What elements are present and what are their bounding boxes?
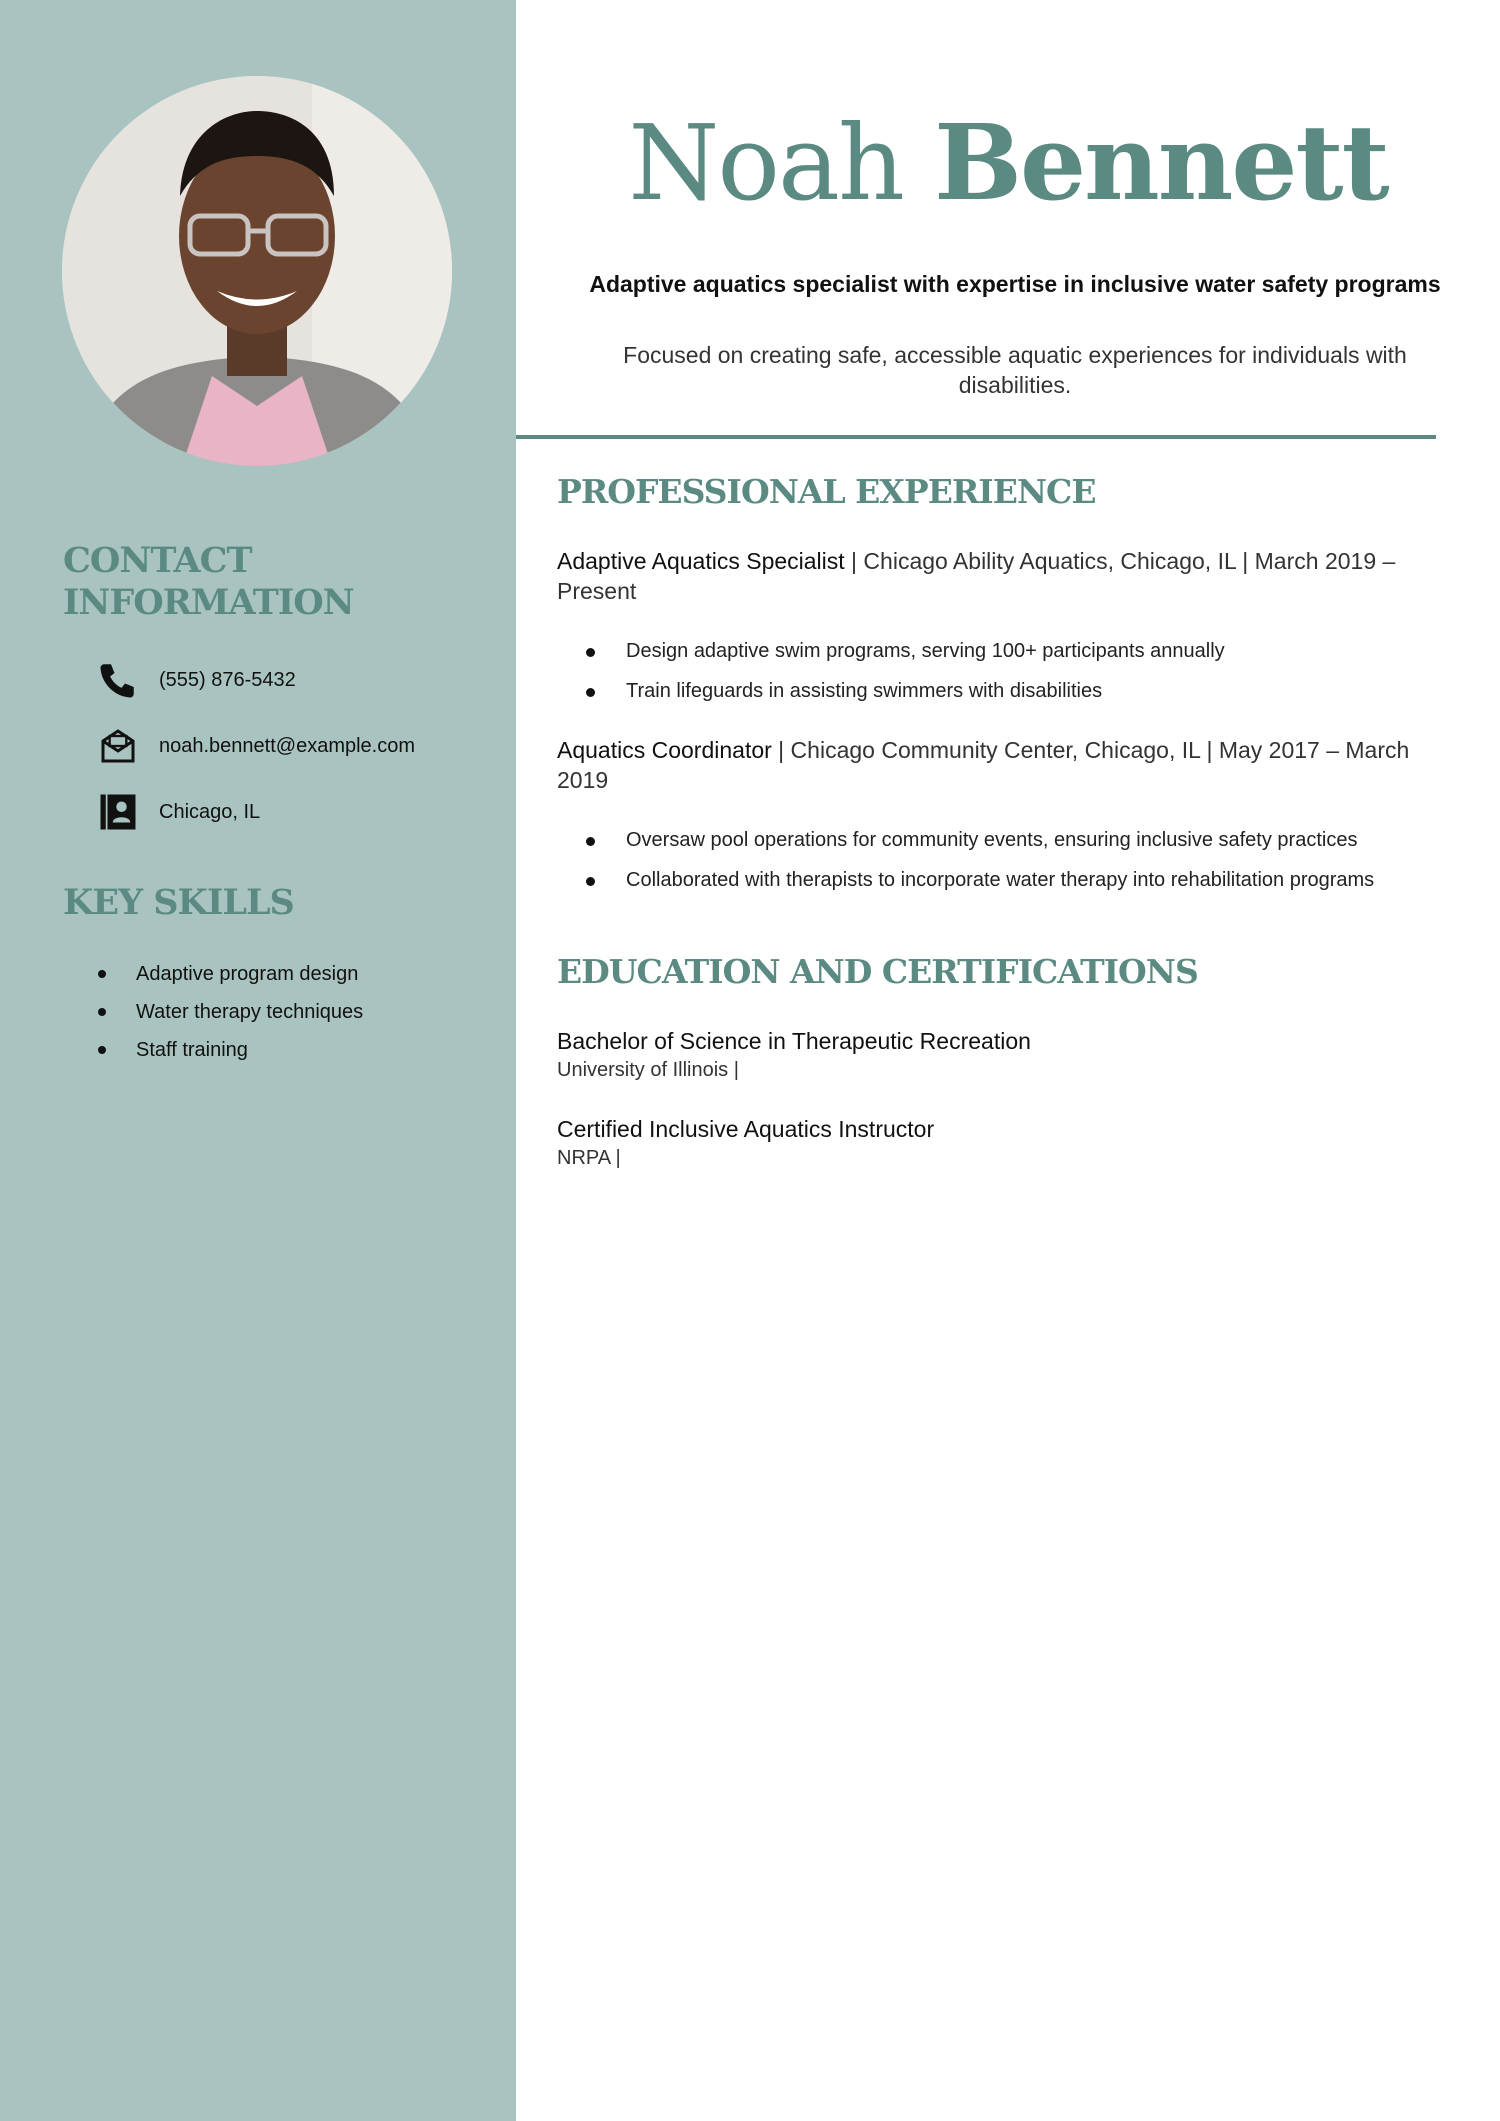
job-title: Aquatics Coordinator — [557, 737, 772, 763]
first-name: Noah — [628, 102, 903, 224]
skills-list — [96, 955, 363, 1069]
job-bullet: Collaborated with therapists to incorporate water therapy into rehabilitation programs — [586, 867, 1416, 894]
contact-heading-line1: CONTACT — [63, 540, 252, 581]
education-institution: University of Illinois | — [557, 1059, 739, 1081]
job-bullet: Train lifeguards in assisting swimmers with disabilities — [586, 678, 1416, 705]
contact-location — [96, 790, 261, 834]
skills-heading: KEY SKILLS — [63, 882, 294, 923]
contact-heading-line2: INFORMATION — [63, 582, 354, 623]
job-bullet: Oversaw pool operations for community events, ensuring inclusive safety practices — [586, 827, 1416, 854]
header-divider — [516, 435, 1436, 439]
contact-email — [96, 724, 416, 768]
location-text: Chicago, IL — [159, 800, 261, 823]
education-heading: EDUCATION AND CERTIFICATIONS — [557, 952, 1198, 991]
education-title: Bachelor of Science in Therapeutic Recreation — [557, 1028, 1031, 1054]
job-details: | Chicago Community Center, Chicago, IL | May 2017 – March 2019 — [557, 737, 1410, 793]
skill-item: Staff training — [96, 1031, 363, 1069]
contact-phone — [96, 658, 296, 702]
certification-title: Certified Inclusive Aquatics Instructor — [557, 1116, 935, 1142]
job-header — [557, 546, 1437, 606]
phone-icon — [96, 658, 140, 702]
job-header — [557, 735, 1437, 795]
profile-photo — [62, 76, 452, 466]
job-title: Adaptive Aquatics Specialist — [557, 548, 845, 574]
experience-heading: PROFESSIONAL EXPERIENCE — [557, 472, 1096, 511]
envelope-icon — [96, 724, 140, 768]
certification-issuer: NRPA | — [557, 1147, 621, 1169]
job-bullet: Design adaptive swim programs, serving 100+ participants annually — [586, 638, 1416, 665]
sidebar — [0, 0, 516, 2121]
last-name: Bennett — [934, 101, 1388, 224]
job-bullets — [586, 638, 1416, 718]
candidate-name — [516, 98, 1500, 228]
job-details: | Chicago Ability Aquatics, Chicago, IL | March 2019 – Present — [557, 548, 1396, 604]
phone-number[interactable]: (555) 876-5432 — [159, 668, 296, 691]
profile-photo-illustration — [62, 76, 452, 466]
job-bullets — [586, 827, 1416, 907]
skill-item: Water therapy techniques — [96, 993, 363, 1031]
summary: Focused on creating safe, accessible aquatic experiences for individuals with disabilities. — [623, 342, 1407, 398]
tagline: Adaptive aquatics specialist with expertise in inclusive water safety programs — [589, 271, 1441, 297]
contact-heading — [63, 540, 354, 624]
email-address[interactable]: noah.bennett@example.com — [159, 734, 416, 757]
contact-card-icon — [96, 790, 140, 834]
skill-item: Adaptive program design — [96, 955, 363, 993]
